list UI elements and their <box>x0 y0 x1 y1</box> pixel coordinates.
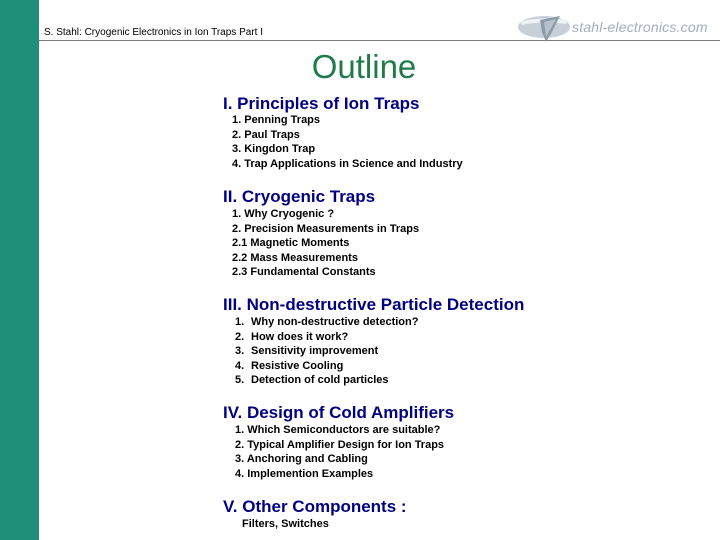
logo-wordmark: stahl-electronics.com <box>572 19 708 35</box>
list-item: 1. Penning Traps <box>232 114 321 126</box>
list-item: Filters, Switches <box>242 518 329 530</box>
item-text: Resistive Cooling <box>251 359 344 372</box>
running-title: S. Stahl: Cryogenic Electronics in Ion Traps Part I <box>44 27 263 38</box>
section-list-1 <box>232 113 463 171</box>
list-item <box>235 344 418 359</box>
section-list-4 <box>235 423 444 481</box>
item-text: Sensitivity improvement <box>251 345 379 358</box>
list-item: 1. Why Cryogenic ? <box>232 208 335 220</box>
list-item: 2. Typical Amplifier Design for Ion Traps <box>235 438 445 451</box>
list-item: 3. Anchoring and Cabling <box>235 453 368 466</box>
list-item: 4. Trap Applications in Science and Industry <box>232 157 463 170</box>
list-item: 1. Which Semiconductors are suitable? <box>235 424 441 436</box>
item-number: 1. <box>235 316 245 328</box>
section-list-5 <box>242 517 329 532</box>
list-item: 2. Precision Measurements in Traps <box>232 222 420 235</box>
item-number: 5. <box>235 374 245 387</box>
item-number: 3. <box>235 345 245 358</box>
list-item: 2.1 Magnetic Moments <box>232 237 350 250</box>
list-item <box>235 373 418 388</box>
item-text: Detection of cold particles <box>251 374 389 387</box>
list-item: 2.3 Fundamental Constants <box>232 266 376 279</box>
list-item <box>235 315 418 330</box>
item-text: Why non-destructive detection? <box>251 316 419 328</box>
section-heading-4: IV. Design of Cold Amplifiers <box>223 403 455 422</box>
item-text: How does it work? <box>251 330 349 343</box>
section-list-2 <box>232 207 419 280</box>
list-item: 4. Implemention Examples <box>235 467 374 480</box>
list-item <box>235 330 418 345</box>
list-item <box>235 359 418 374</box>
section-heading-1: I. Principles of Ion Traps <box>223 94 420 113</box>
list-item: 2. Paul Traps <box>232 128 300 141</box>
item-number: 2. <box>235 330 245 343</box>
list-item: 2.2 Mass Measurements <box>232 251 358 264</box>
section-heading-2: II. Cryogenic Traps <box>223 187 376 206</box>
list-item: 3. Kingdon Trap <box>232 143 316 156</box>
slide-title: Outline <box>311 48 417 85</box>
item-number: 4. <box>235 359 245 372</box>
section-heading-5: V. Other Components : <box>223 497 407 516</box>
section-heading-3: III. Non-destructive Particle Detection <box>223 295 525 314</box>
section-list-3 <box>235 315 418 388</box>
